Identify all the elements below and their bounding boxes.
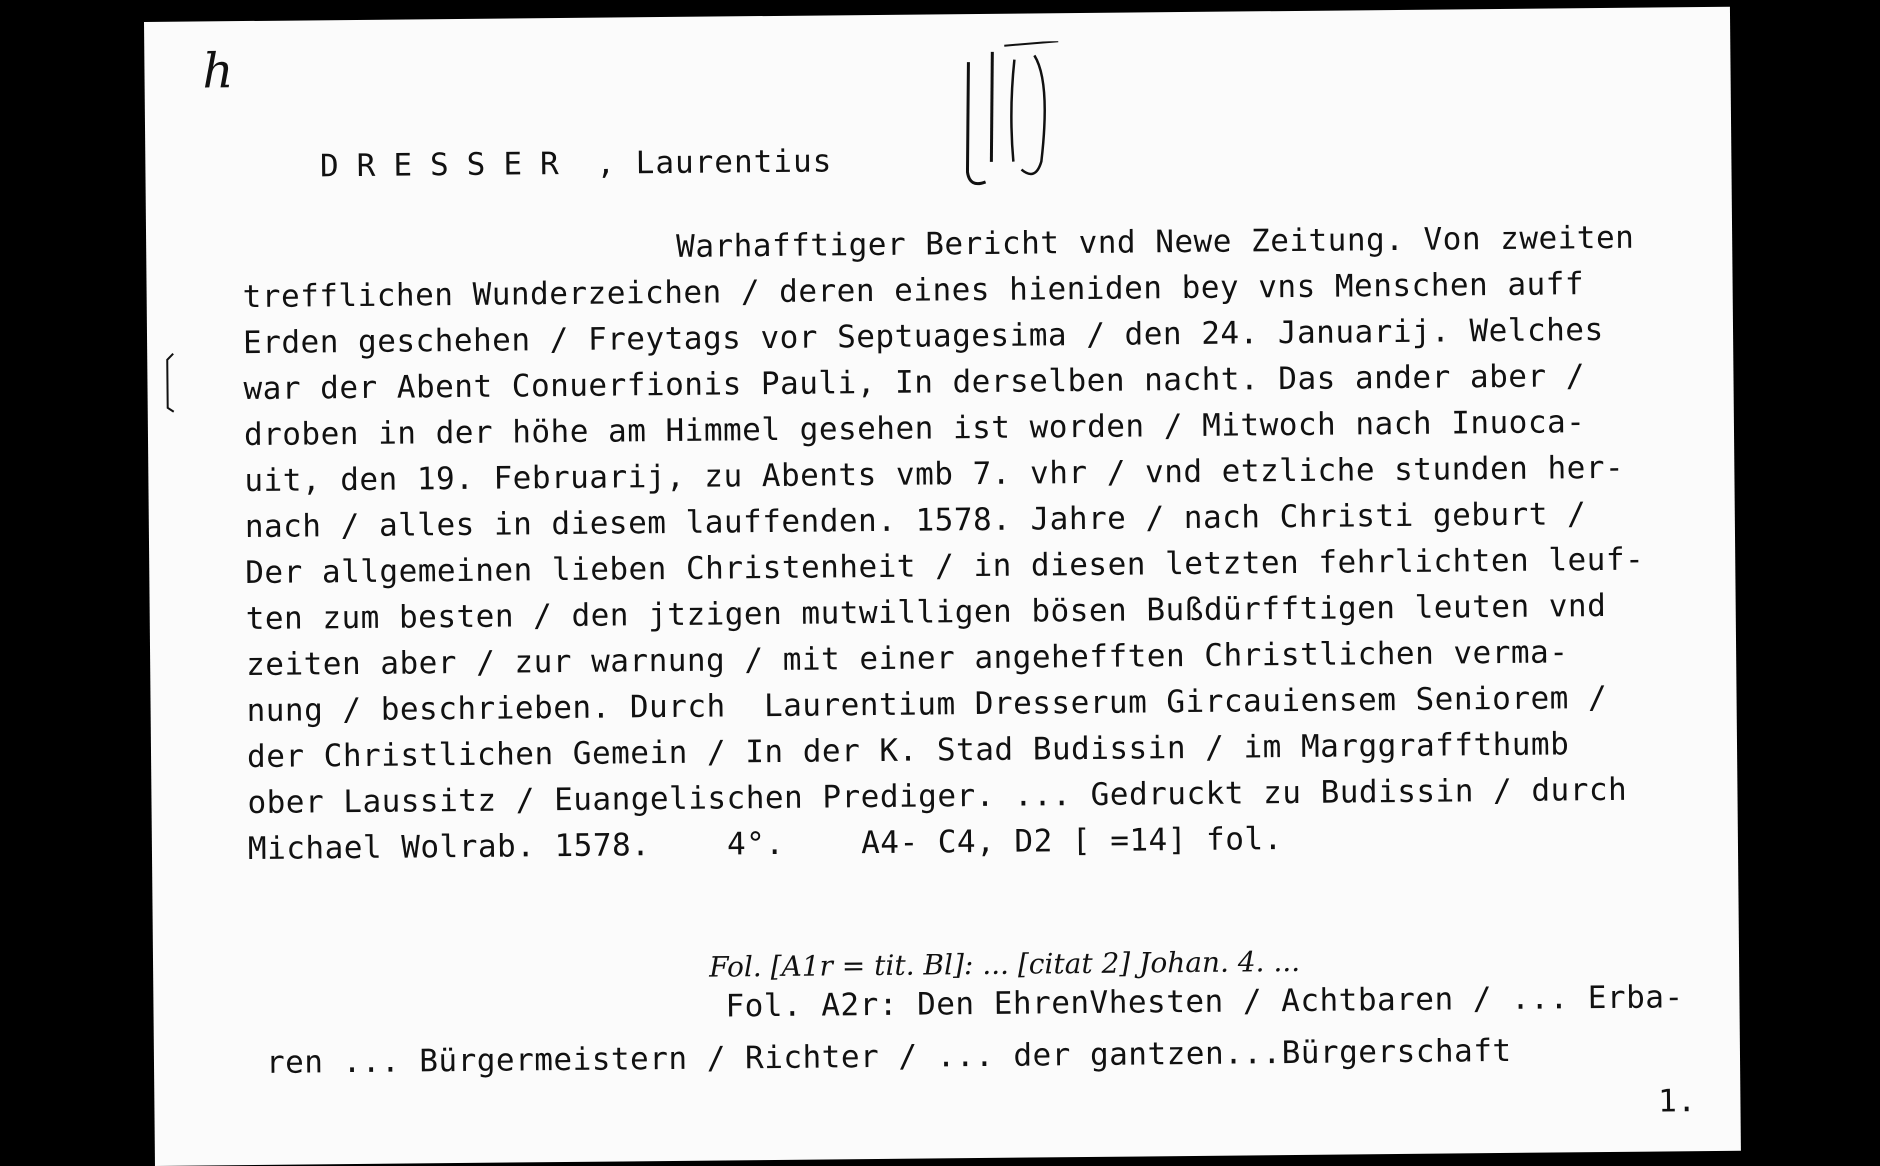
folio-line: Fol. A2r: Den EhrenVhesten / Achtbaren / ... Erba- xyxy=(725,979,1684,1025)
handwritten-annotation: Fol. [A1r = tit. Bl]: ... [citat 2] Johan. 4. ... xyxy=(708,944,1301,984)
title-line: der Christlichen Gemein / In der K. Stad Budissin / im Marggraffthumb xyxy=(246,726,1570,776)
title-line: droben in der höhe am Himmel gesehen ist worden / Mitwoch nach Inuoca- xyxy=(243,404,1586,454)
author-surname: DRESSER xyxy=(319,145,577,185)
title-line: uit, den 19. Februarij, zu Abents vmb 7. vhr / vnd etzliche stunden her- xyxy=(244,449,1625,500)
title-line: ober Laussitz / Euangelischen Prediger. ... Gedruckt zu Budissin / durch xyxy=(247,771,1628,822)
heading-separator: , xyxy=(576,145,617,182)
author-given-name: Laurentius xyxy=(615,143,833,182)
page-number: 1. xyxy=(1657,1083,1697,1120)
title-line: ten zum besten / den jtzigen mutwilligen bösen Bußdürfftigen leuten vnd xyxy=(245,587,1607,638)
folio-continuation-line: ren ... Bürgermeistern / Richter / ... der gantzen...Bürgerschaft xyxy=(265,1032,1512,1081)
catalog-card xyxy=(144,7,1741,1166)
title-line: Der allgemeinen lieben Christenheit / in diesen letzten fehrlichten leuf- xyxy=(245,541,1645,592)
card-heading xyxy=(241,107,833,221)
title-line: zeiten aber / zur warnung / mit einer angehefften Christlichen verma- xyxy=(246,634,1569,684)
handwritten-shelf-mark xyxy=(954,41,1065,192)
title-line: trefflichen Wunderzeichen / deren eines hieniden bey vns Menschen auff xyxy=(242,266,1585,316)
title-line: Erden geschehen / Freytags vor Septuagesima / den 24. Januarij. Welches xyxy=(242,312,1604,362)
title-line: nung / beschrieben. Durch Laurentium Dresserum Gircauiensem Seniorem / xyxy=(246,679,1608,730)
margin-bracket xyxy=(163,352,178,414)
title-line: war der Abent Conuerfionis Pauli, In derselben nacht. Das ander aber / xyxy=(243,358,1586,408)
title-line: Warhafftiger Bericht vnd Newe Zeitung. Von zweiten xyxy=(676,219,1635,265)
corner-mark: h xyxy=(202,43,234,100)
title-line: nach / alles in diesem lauffenden. 1578. Jahre / nach Christi geburt / xyxy=(244,496,1587,546)
imprint-line: Michael Wolrab. 1578. 4°. A4- C4, D2 [ =14] fol. xyxy=(247,821,1283,868)
